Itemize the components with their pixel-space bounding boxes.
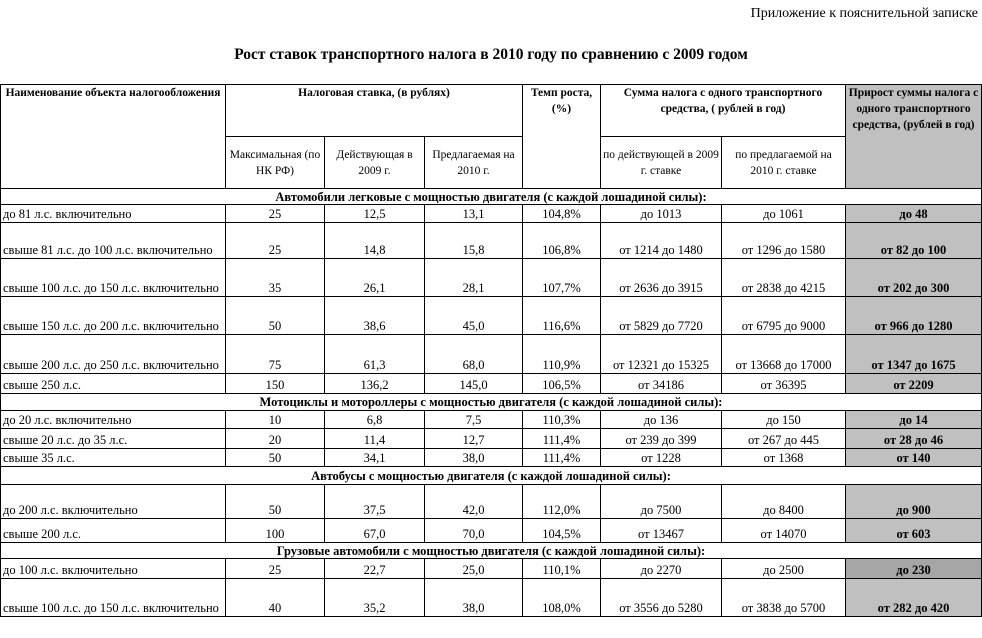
tax-rate-table — [0, 84, 982, 617]
cell-increase: от 202 до 300 — [846, 259, 982, 297]
cell-max-rate: 25 — [226, 559, 325, 579]
section-title: Мотоциклы и мотороллеры с мощностью двигателя (с каждой лошадиной силы): — [1, 394, 982, 411]
cell-current-rate: 61,3 — [325, 335, 425, 374]
cell-sum-current: от 1228 — [601, 449, 722, 467]
cell-growth: 112,0% — [523, 485, 601, 519]
cell-sum-current: от 1214 до 1480 — [601, 223, 722, 259]
cell-growth: 110,1% — [523, 559, 601, 579]
cell-proposed-rate: 7,5 — [425, 411, 523, 429]
table-row — [1, 335, 982, 374]
cell-max-rate: 100 — [226, 519, 325, 543]
table-row — [1, 205, 982, 223]
header-sum-current: по действующей в 2009 г. ставке — [601, 137, 722, 189]
cell-sum-current: от 2636 до 3915 — [601, 259, 722, 297]
cell-max-rate: 10 — [226, 411, 325, 429]
cell-increase: от 282 до 420 — [846, 579, 982, 617]
cell-max-rate: 75 — [226, 335, 325, 374]
cell-growth: 110,9% — [523, 335, 601, 374]
cell-max-rate: 20 — [226, 429, 325, 449]
section-title: Автобусы с мощностью двигателя (с каждой лошадиной силы): — [1, 467, 982, 485]
cell-current-rate: 14,8 — [325, 223, 425, 259]
cell-proposed-rate: 68,0 — [425, 335, 523, 374]
cell-proposed-rate: 145,0 — [425, 374, 523, 394]
header-rate: Налоговая ставка, (в рублях) — [226, 85, 523, 137]
cell-increase: до 230 — [846, 559, 982, 579]
cell-current-rate: 37,5 — [325, 485, 425, 519]
cell-sum-proposed: от 14070 — [722, 519, 846, 543]
row-name: до 100 л.с. включительно — [1, 559, 226, 579]
table-row — [1, 559, 982, 579]
cell-proposed-rate: 70,0 — [425, 519, 523, 543]
cell-proposed-rate: 12,7 — [425, 429, 523, 449]
section-row — [1, 467, 982, 485]
cell-current-rate: 6,8 — [325, 411, 425, 429]
header-proposed-rate: Предлагаемая на 2010 г. — [425, 137, 523, 189]
row-name: свыше 250 л.с. — [1, 374, 226, 394]
cell-max-rate: 150 — [226, 374, 325, 394]
table-row — [1, 411, 982, 429]
cell-increase: от 966 до 1280 — [846, 297, 982, 335]
table-row — [1, 223, 982, 259]
cell-current-rate: 26,1 — [325, 259, 425, 297]
cell-sum-proposed: до 1061 — [722, 205, 846, 223]
cell-current-rate: 12,5 — [325, 205, 425, 223]
header-growth: Темп роста, (%) — [523, 85, 601, 189]
cell-growth: 104,8% — [523, 205, 601, 223]
section-title: Грузовые автомобили с мощностью двигателя (с каждой лошадиной силы): — [1, 543, 982, 559]
table-row — [1, 449, 982, 467]
cell-max-rate: 40 — [226, 579, 325, 617]
cell-sum-proposed: от 1368 — [722, 449, 846, 467]
cell-proposed-rate: 42,0 — [425, 485, 523, 519]
header-max-rate: Максимальная (по НК РФ) — [226, 137, 325, 189]
row-name: свыше 200 л.с. до 250 л.с. включительно — [1, 335, 226, 374]
row-name: до 20 л.с. включительно — [1, 411, 226, 429]
section-row — [1, 543, 982, 559]
cell-sum-current: до 2270 — [601, 559, 722, 579]
cell-sum-proposed: от 6795 до 9000 — [722, 297, 846, 335]
row-name: свыше 100 л.с. до 150 л.с. включительно — [1, 259, 226, 297]
cell-proposed-rate: 38,0 — [425, 449, 523, 467]
page-title: Рост ставок транспортного налога в 2010 году по сравнению с 2009 годом — [234, 46, 748, 63]
cell-growth: 110,3% — [523, 411, 601, 429]
table-row — [1, 485, 982, 519]
cell-sum-proposed: от 267 до 445 — [722, 429, 846, 449]
cell-increase: от 1347 до 1675 — [846, 335, 982, 374]
row-name: свыше 35 л.с. — [1, 449, 226, 467]
cell-current-rate: 11,4 — [325, 429, 425, 449]
cell-increase: от 82 до 100 — [846, 223, 982, 259]
header-increase: Прирост суммы налога с одного транспортного средства, (рублей в год) — [846, 85, 982, 189]
cell-proposed-rate: 25,0 — [425, 559, 523, 579]
cell-increase: до 14 — [846, 411, 982, 429]
cell-growth: 108,0% — [523, 579, 601, 617]
appendix-note: Приложение к пояснительной записке — [750, 6, 978, 21]
cell-max-rate: 25 — [226, 223, 325, 259]
cell-proposed-rate: 38,0 — [425, 579, 523, 617]
cell-proposed-rate: 28,1 — [425, 259, 523, 297]
cell-current-rate: 136,2 — [325, 374, 425, 394]
cell-increase: от 28 до 46 — [846, 429, 982, 449]
cell-sum-current: от 13467 — [601, 519, 722, 543]
cell-max-rate: 25 — [226, 205, 325, 223]
cell-growth: 104,5% — [523, 519, 601, 543]
row-name: до 81 л.с. включительно — [1, 205, 226, 223]
cell-sum-proposed: от 3838 до 5700 — [722, 579, 846, 617]
header-sum: Сумма налога с одного транспортного средства, ( рублей в год) — [601, 85, 846, 137]
cell-sum-current: от 12321 до 15325 — [601, 335, 722, 374]
cell-proposed-rate: 13,1 — [425, 205, 523, 223]
cell-increase: от 2209 — [846, 374, 982, 394]
cell-growth: 107,7% — [523, 259, 601, 297]
table-row — [1, 429, 982, 449]
cell-current-rate: 38,6 — [325, 297, 425, 335]
section-row — [1, 394, 982, 411]
cell-sum-proposed: до 150 — [722, 411, 846, 429]
cell-sum-proposed: от 36395 — [722, 374, 846, 394]
cell-current-rate: 35,2 — [325, 579, 425, 617]
header-current-rate: Действующая в 2009 г. — [325, 137, 425, 189]
cell-sum-proposed: до 8400 — [722, 485, 846, 519]
section-title: Автомобили легковые с мощностью двигателя (с каждой лошадиной силы): — [1, 189, 982, 205]
cell-sum-current: до 7500 — [601, 485, 722, 519]
cell-sum-proposed: от 13668 до 17000 — [722, 335, 846, 374]
cell-growth: 116,6% — [523, 297, 601, 335]
cell-sum-proposed: от 1296 до 1580 — [722, 223, 846, 259]
row-name: свыше 81 л.с. до 100 л.с. включительно — [1, 223, 226, 259]
table-row — [1, 374, 982, 394]
cell-growth: 106,8% — [523, 223, 601, 259]
cell-current-rate: 22,7 — [325, 559, 425, 579]
cell-increase: до 48 — [846, 205, 982, 223]
cell-sum-proposed: до 2500 — [722, 559, 846, 579]
row-name: свыше 200 л.с. — [1, 519, 226, 543]
cell-max-rate: 50 — [226, 297, 325, 335]
cell-max-rate: 50 — [226, 485, 325, 519]
header-object: Наименование объекта налогообложения — [1, 85, 226, 189]
table-row — [1, 519, 982, 543]
cell-increase: от 140 — [846, 449, 982, 467]
header-sum-proposed: по предлагаемой на 2010 г. ставке — [722, 137, 846, 189]
table-row — [1, 297, 982, 335]
cell-current-rate: 34,1 — [325, 449, 425, 467]
cell-max-rate: 35 — [226, 259, 325, 297]
cell-sum-current: от 5829 до 7720 — [601, 297, 722, 335]
table-row — [1, 259, 982, 297]
cell-increase: от 603 — [846, 519, 982, 543]
cell-sum-current: до 1013 — [601, 205, 722, 223]
cell-growth: 111,4% — [523, 429, 601, 449]
cell-proposed-rate: 15,8 — [425, 223, 523, 259]
cell-sum-proposed: от 2838 до 4215 — [722, 259, 846, 297]
cell-growth: 106,5% — [523, 374, 601, 394]
cell-current-rate: 67,0 — [325, 519, 425, 543]
row-name: свыше 100 л.с. до 150 л.с. включительно — [1, 579, 226, 617]
table-row — [1, 579, 982, 617]
cell-sum-current: от 3556 до 5280 — [601, 579, 722, 617]
cell-sum-current: от 34186 — [601, 374, 722, 394]
cell-increase: до 900 — [846, 485, 982, 519]
cell-growth: 111,4% — [523, 449, 601, 467]
cell-max-rate: 50 — [226, 449, 325, 467]
cell-sum-current: до 136 — [601, 411, 722, 429]
cell-sum-current: от 239 до 399 — [601, 429, 722, 449]
row-name: свыше 20 л.с. до 35 л.с. — [1, 429, 226, 449]
row-name: свыше 150 л.с. до 200 л.с. включительно — [1, 297, 226, 335]
row-name: до 200 л.с. включительно — [1, 485, 226, 519]
section-row — [1, 189, 982, 205]
cell-proposed-rate: 45,0 — [425, 297, 523, 335]
